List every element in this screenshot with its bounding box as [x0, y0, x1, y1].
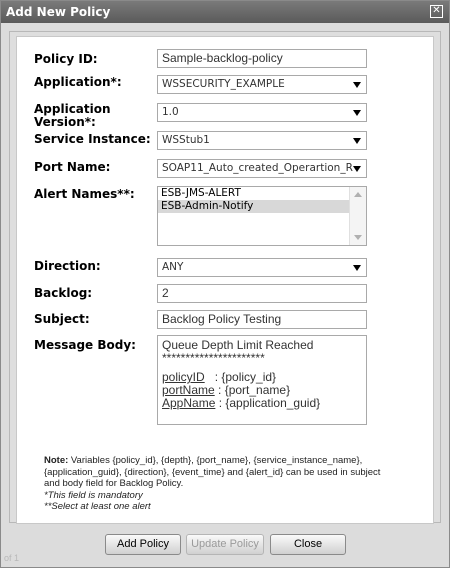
dialog-title: Add New Policy: [6, 5, 111, 19]
chevron-down-icon: [353, 166, 361, 172]
application-version-label-line1: Application: [34, 102, 111, 116]
backlog-label: Backlog:: [34, 286, 93, 300]
message-body-key: policyID: [162, 370, 205, 384]
service-instance-label: Service Instance:: [34, 132, 151, 146]
policy-id-label: Policy ID:: [34, 52, 98, 66]
service-instance-select[interactable]: [157, 131, 367, 150]
alert-option-selected[interactable]: ESB-Admin-Notify: [158, 200, 349, 213]
message-body-key: AppName: [162, 396, 216, 410]
policy-id-input[interactable]: Sample-backlog-policy: [157, 49, 367, 68]
listbox-scrollbar[interactable]: [349, 187, 366, 245]
chevron-down-icon: [353, 265, 361, 271]
port-name-label: Port Name:: [34, 160, 111, 174]
service-instance-value: WSStub1: [162, 134, 210, 146]
backlog-input[interactable]: 2: [157, 284, 367, 303]
note-lead: Note:: [44, 455, 69, 466]
message-body-line: **********************: [162, 351, 265, 365]
message-body-line: [162, 397, 362, 410]
scroll-down-icon[interactable]: [354, 235, 362, 240]
note-line: and body field for Backlog Policy.: [44, 478, 184, 489]
chevron-down-icon: [353, 82, 361, 88]
alert-option[interactable]: ESB-JMS-ALERT: [161, 187, 241, 199]
message-body-value: : {port_name}: [214, 383, 291, 397]
update-policy-button[interactable]: Update Policy: [186, 534, 264, 555]
add-policy-button[interactable]: Add Policy: [105, 534, 181, 555]
application-select[interactable]: [157, 75, 367, 94]
dialog-titlebar: [1, 1, 449, 23]
mandatory-note-text: *This field is mandatory: [44, 489, 143, 501]
direction-value: ANY: [162, 261, 184, 273]
application-version-select[interactable]: [157, 103, 367, 122]
scroll-up-icon[interactable]: [354, 192, 362, 197]
message-body-key: portName: [162, 383, 215, 397]
application-version-label: [34, 103, 111, 129]
alert-names-listbox[interactable]: [157, 186, 367, 246]
help-note: [44, 455, 399, 513]
mandatory-note: [44, 490, 399, 502]
note-text: Variables {policy_id}, {depth}, {port_name}, {service_instance_name},: [68, 455, 363, 466]
application-version-label-line2: Version*:: [34, 115, 96, 129]
message-body-value: : {application_guid}: [215, 396, 321, 410]
close-icon[interactable]: ✕: [430, 5, 443, 18]
subject-input[interactable]: Backlog Policy Testing: [157, 310, 367, 329]
note-line: {application_guid}, {direction}, {event_time} and {alert_id} can be used in subject: [44, 466, 381, 478]
subject-label: Subject:: [34, 312, 90, 326]
application-version-value: 1.0: [162, 106, 179, 118]
chevron-down-icon: [353, 138, 361, 144]
direction-label: Direction:: [34, 259, 101, 273]
message-body-line: Queue Depth Limit Reached: [162, 338, 314, 352]
note-line: [44, 455, 399, 467]
message-body-label: Message Body:: [34, 338, 136, 352]
port-name-select[interactable]: [157, 159, 367, 178]
alert-requirement-note: [44, 501, 399, 513]
pager-text: of 1: [4, 553, 20, 563]
port-name-value: SOAP11_Auto_created_Operartion_R: [162, 162, 353, 174]
alert-names-label: Alert Names**:: [34, 187, 135, 201]
alert-requirement-note-text: **Select at least one alert: [44, 501, 151, 512]
chevron-down-icon: [353, 110, 361, 116]
direction-select[interactable]: [157, 258, 367, 277]
application-value: WSSECURITY_EXAMPLE: [162, 78, 285, 90]
close-button[interactable]: Close: [270, 534, 346, 555]
message-body-value: : {policy_id}: [204, 370, 277, 384]
message-body-textarea[interactable]: [157, 335, 367, 425]
application-label: Application*:: [34, 75, 122, 89]
